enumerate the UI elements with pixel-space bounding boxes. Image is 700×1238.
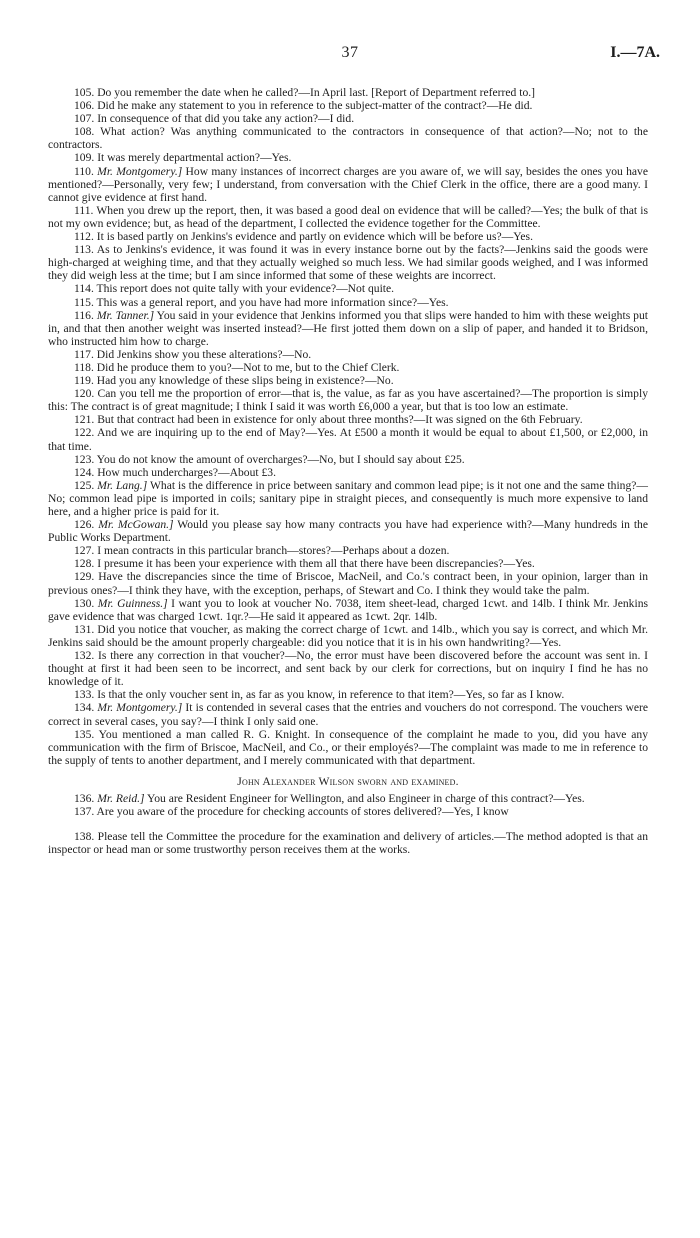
paragraph-134 (48, 701, 648, 727)
paragraph-110 (48, 165, 648, 204)
paragraph-130 (48, 597, 648, 623)
paragraph-106: 106. Did he make any statement to you in reference to the subject-matter of the contract?—He did. (74, 99, 533, 113)
question-number: 116. (74, 308, 97, 322)
speaker-name: Mr. Montgomery.] (97, 701, 183, 715)
paragraph-138: 138. Please tell the Committee the procedure for the examination and delivery of articles.—The method adopted is that an inspector or head man or some trustworthy person receives them at the works. (48, 830, 648, 857)
paragraph-112: 112. It is based partly on Jenkins's evidence and partly on evidence which will be before us?—Yes. (74, 230, 533, 244)
paragraph-120: 120. Can you tell me the proportion of error—that is, the value, as far as you have ascertained?—The proportion is simply this: The contract is of great magnitude; I think I said it was worth £6,000 a year, but that is too low an estimate. (48, 387, 648, 414)
paragraph-135: 135. You mentioned a man called R. G. Knight. In consequence of the complaint he made to you, did you have any communication with the firm of Briscoe, MacNeil, and Co., or their employés?—The complaint was made to me in reference to the supply of tents to another department, and I merely communicated with that department. (48, 727, 648, 767)
question-number: 110. (74, 164, 98, 178)
paragraph-text: How many instances of incorrect charges are you aware of, we will say, besides the ones you have mentioned?—Personally, very few; I understand, from conversation with the Chief Clerk in the office, there are a good many. I cannot give evidence at first hand. (48, 164, 649, 204)
paragraph-129: 129. Have the discrepancies since the time of Briscoe, MacNeil, and Co.'s contract been, in your opinion, larger than in previous ones?—I think they have, with the exception, perhaps, of Stewart and Co. I think they would take the palm. (48, 570, 648, 597)
paragraph-text: It is contended in several cases that the entries and vouchers do not correspond. The vouchers were correct in several cases, you say?—I think I only said one. (48, 701, 648, 728)
speaker-name: Mr. McGowan.] (98, 518, 174, 532)
paragraph-text: You are Resident Engineer for Wellington, and also Engineer in charge of this contract?—Yes. (144, 791, 585, 805)
paragraph-121: 121. But that contract had been in existence for only about three months?—It was signed on the 6th February. (74, 413, 583, 427)
paragraph-126 (48, 518, 648, 544)
question-number: 126. (74, 518, 99, 532)
paragraph-text: You said in your evidence that Jenkins informed you that slips were handed to him with these weights put in, and that then another weight was inserted instead?—He first jotted them down on a slip of paper, and handed it to Bridson, who instructed him how to charge. (48, 308, 648, 348)
speaker-name: Mr. Guinness.] (97, 596, 168, 610)
question-number: 125. (74, 478, 98, 492)
paragraph-137: 137. Are you aware of the procedure for checking accounts of stores delivered?—Yes, I know (74, 805, 509, 819)
paragraph-132: 132. Is there any correction in that voucher?—No, the error must have been discovered before the account was sent in. I thought at first it had been seen to be incorrect, and sent back by our clerk for corrections, but on inquiry I find he has no knowledge of it. (48, 649, 648, 689)
paragraph-116 (48, 309, 648, 348)
paragraph-122: 122. And we are inquiring up to the end of May?—Yes. At £500 a month it would be equal to about £1,500, or £2,000, in that time. (48, 426, 648, 453)
paragraph-125 (48, 479, 648, 518)
page-number: 37 (341, 44, 359, 61)
paragraph-123: 123. You do not know the amount of overcharges?—No, but I should say about £25. (74, 452, 465, 466)
paragraph-133: 133. Is that the only voucher sent in, as far as you know, in reference to that item?—Yes, so far as I know. (74, 688, 565, 702)
paragraph-115: 115. This was a general report, and you have had more information since?—Yes. (74, 295, 449, 309)
paragraph-111: 111. When you drew up the report, then, it was based a good deal on evidence that will be called?—Yes; the bulk of that is not my own evidence; but, as head of the department, I collected the evidence together for the Committee. (48, 203, 648, 230)
paragraph-text: Would you please say how many contracts you have had experience with?—Many hundreds in the Public Works Department. (48, 518, 649, 545)
speaker-name: Mr. Lang.] (97, 478, 148, 492)
witness-heading: John Alexander Wilson sworn and examined. (237, 774, 459, 788)
page-body (48, 86, 648, 856)
speaker-name: Mr. Tanner.] (96, 308, 155, 322)
question-number: 130. (74, 596, 98, 610)
paragraph-131: 131. Did you notice that voucher, as making the correct charge of 1cwt. and 14lb., which you say is correct, and which Mr. Jenkins said should be the amount properly chargeable: did you notice that it is in his own handwriting?—Yes. (48, 622, 648, 649)
paragraph-108: 108. What action? Was anything communicated to the contractors in consequence of that action?—No; not to the contractors. (48, 125, 648, 152)
speaker-name: Mr. Reid.] (97, 791, 145, 805)
paragraph-text: What is the difference in price between sanitary and common lead pipe; is it not one and the same thing?—No; common lead pipe is imported in coils; sanitary pipe in straight pieces, and consequently is much more expensive to land here, and a higher price is paid for it. (48, 478, 648, 518)
paragraph-109: 109. It was merely departmental action?—Yes. (74, 151, 292, 165)
paragraph-124: 124. How much undercharges?—About £3. (74, 465, 276, 479)
paragraph-113: 113. As to Jenkins's evidence, it was found it was in every instance borne out by the facts?—Jenkins said the goods were high-charged at weighing time, and that they actually weighed so much less. We had similar goods weighed, and I was informed they did weigh less at the time; but I am since informed that some of these weights are incorrect. (48, 243, 648, 283)
document-reference: I.—7A. (610, 44, 660, 61)
paragraph-105: 105. Do you remember the date when he called?—In April last. [Report of Department referred to.] (74, 86, 536, 99)
paragraph-114: 114. This report does not quite tally with your evidence?—Not quite. (74, 282, 395, 296)
question-number: 134. (74, 701, 98, 715)
paragraph-136 (48, 792, 648, 805)
speaker-name: Mr. Montgomery.] (97, 164, 183, 178)
paragraph-119: 119. Had you any knowledge of these slips being in existence?—No. (74, 374, 394, 388)
paragraph-127: 127. I mean contracts in this particular branch—stores?—Perhaps about a dozen. (74, 544, 450, 558)
paragraph-118: 118. Did he produce them to you?—Not to me, but to the Chief Clerk. (74, 360, 400, 374)
paragraph-117: 117. Did Jenkins show you these alterations?—No. (74, 347, 312, 361)
page-header (0, 46, 700, 66)
paragraph-text: I want you to look at voucher No. 7038, item sheet-lead, charged 1cwt. and 14lb. I think Mr. Jenkins gave evidence that was charged 1cwt. 1qr.?—He said it appeared as 1cwt. 2qr. 14lb. (48, 596, 649, 623)
question-number: 136. (74, 791, 98, 805)
paragraph-107: 107. In consequence of that did you take any action?—I did. (74, 112, 355, 126)
paragraph-128: 128. I presume it has been your experience with them all that there have been discrepancies?—Yes. (74, 557, 535, 571)
